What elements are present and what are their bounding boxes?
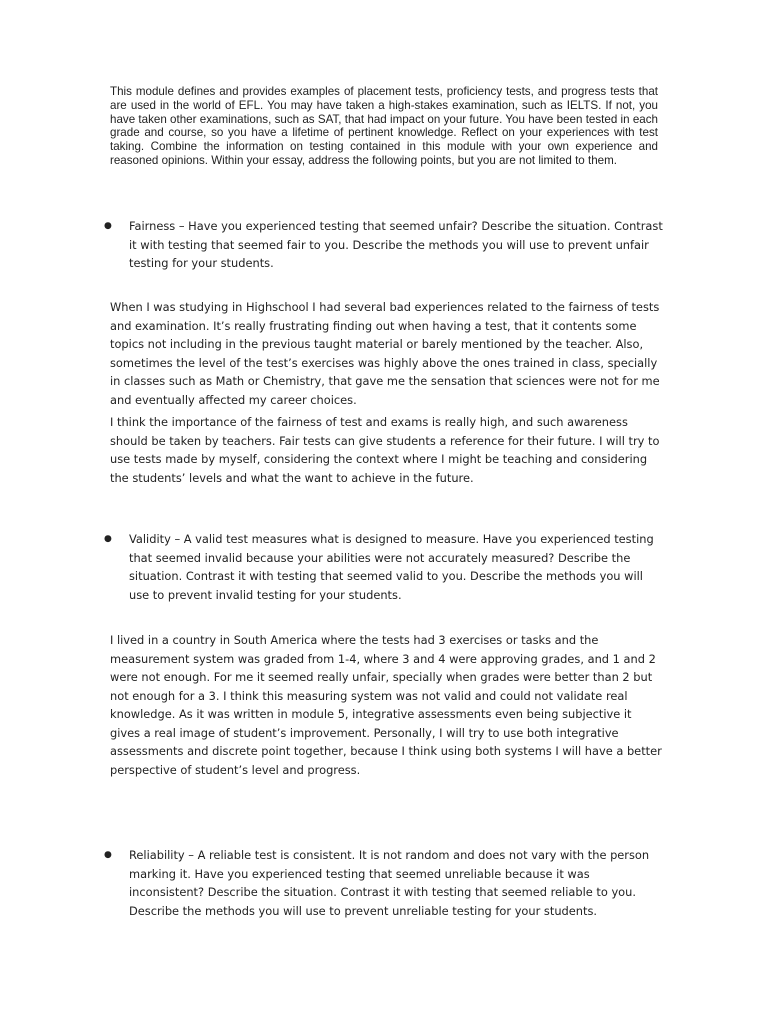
bullet-dot: ● (104, 850, 112, 860)
bullet-dot: ● (104, 534, 112, 544)
fairness-answer-2: I think the importance of the fairness of test and exams is really high, and such awareness should be taken by teachers. Fair tests can give students a reference for their future. I will try to use tests made by myself, considering the context where I might be teaching and considering the students’ levels and what the want to achieve in the future. (110, 415, 660, 485)
validity-answer: I lived in a country in South America where the tests had 3 exercises or tasks and the measurement system was graded from 1-4, where 3 and 4 were approving grades, and 1 and 2 were not enough. For me it seemed really unfair, specially when grades were better than 2 but not enough for a 3. I think this measuring system was not valid and could not validate real knowledge. As it was written in module 5, integrative assessments even being subjective it gives a real image of student’s improvement. Personally, I will try to use both integrative assessments and discrete point together, because I think using both systems I will have a better perspective of student’s level and progress. (110, 633, 662, 777)
intro-paragraph: This module defines and provides examples of placement tests, proficiency tests, and progress tests that are used in the world of EFL. You may have taken a high-stakes examination, such as IELTS. If not, you have taken other examinations, such as SAT, that had impact on your future. You have been tested in each grade and course, so you have a lifetime of pertinent knowledge. Reflect on your experiences with test taking. Combine the information on testing contained in this module with your own experience and reasoned opinions. Within your essay, address the following points, but you are not limited to them. (110, 85, 658, 167)
reliability-prompt: Reliability – A reliable test is consistent. It is not random and does not vary with the person marking it. Have you experienced testing that seemed unreliable because it was inconsistent? Describe the situation. Contrast it with testing that seemed reliable to you. Describe the methods you will use to prevent unreliable testing for your students. (129, 848, 650, 918)
bullet-fairness (104, 217, 664, 273)
bullet-reliability (104, 846, 664, 920)
fairness-answer-1: When I was studying in Highschool I had several bad experiences related to the fairness of tests and examination. It’s really frustrating finding out when having a test, that it contents some topics not including in the previous taught material or barely mentioned by the teacher. Also, sometimes the level of the test’s exercises was highly above the ones trained in class, specially in classes such as Math or Chemistry, that gave me the sensation that sciences were not for me and eventually affected my career choices. (110, 300, 660, 407)
bullet-dot: ● (104, 221, 112, 231)
fairness-prompt: Fairness – Have you experienced testing that seemed unfair? Describe the situation. Contrast it with testing that seemed fair to you. Describe the methods you will use to prevent unfair testing for your students. (129, 219, 663, 270)
bullet-validity (104, 530, 664, 604)
validity-prompt: Validity – A valid test measures what is designed to measure. Have you experienced testing that seemed invalid because your abilities were not accurately measured? Describe the situation. Contrast it with testing that seemed valid to you. Describe the methods you will use to prevent invalid testing for your students. (129, 532, 654, 602)
